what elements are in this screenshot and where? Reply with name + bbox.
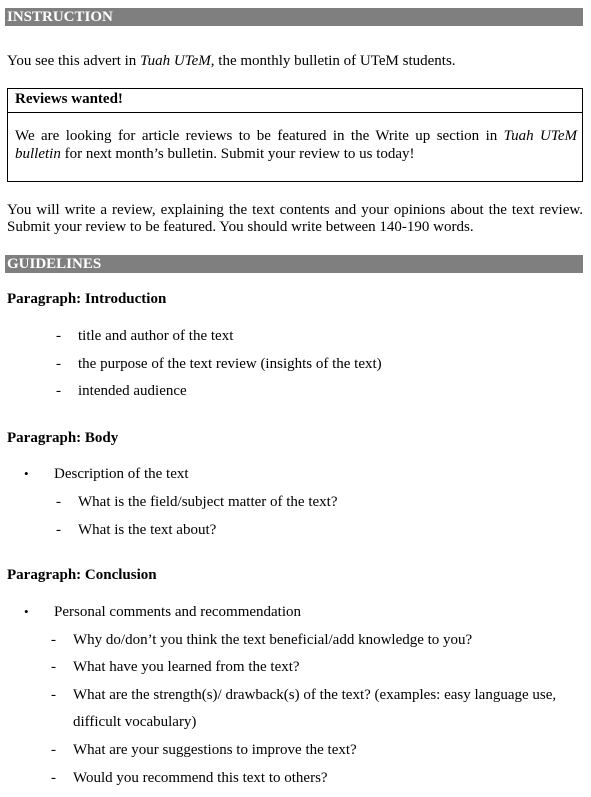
advert-body-end: for next month’s bulletin. Submit your review to us today! (60, 146, 415, 162)
guidelines-header: GUIDELINES (5, 255, 583, 273)
intro-text-end: , the monthly bulletin of UTeM students. (210, 53, 456, 69)
list-item-text: What have you learned from the text? (73, 659, 300, 675)
dash-marker: - (56, 522, 61, 538)
advert-divider (8, 112, 582, 113)
advert-body (15, 127, 577, 163)
list-item-text: What are the strength(s)/ drawback(s) of the text? (examples: easy language use, (73, 687, 557, 703)
list-item-text: the purpose of the text review (insights of the text) (78, 356, 382, 372)
list-item-text: intended audience (78, 383, 187, 399)
conclusion-heading: Paragraph: Conclusion (7, 567, 157, 583)
bullet-item-text: Personal comments and recommendation (54, 604, 302, 620)
list-item-text: Why do/don’t you think the text beneficial/add knowledge to you? (73, 632, 473, 648)
dash-marker: - (56, 328, 61, 344)
bullet-marker: • (24, 466, 29, 481)
dash-marker: - (51, 659, 56, 675)
dash-marker: - (56, 356, 61, 372)
dash-marker: - (51, 742, 56, 758)
task-text: You will write a review, explaining the text contents and your opinions about the text review. Submit your review to be featured. You should write between 140-190 words. (7, 202, 583, 235)
list-item-text: What is the field/subject matter of the text? (78, 494, 338, 510)
dash-marker: - (51, 687, 56, 703)
dash-marker: - (56, 494, 61, 510)
dash-marker: - (51, 632, 56, 648)
body-heading: Paragraph: Body (7, 430, 119, 446)
dash-marker: - (56, 383, 61, 399)
intro-text-start: You see this advert in (7, 53, 141, 69)
dash-marker: - (51, 770, 56, 786)
list-item-text: What are your suggestions to improve the text? (73, 742, 357, 758)
bullet-marker: • (24, 604, 29, 619)
bullet-item-text: Description of the text (54, 466, 189, 482)
list-item-text: title and author of the text (78, 328, 234, 344)
intro-text (7, 53, 456, 70)
advert-title: Reviews wanted! (15, 91, 123, 107)
instruction-header: INSTRUCTION (5, 8, 583, 26)
list-item-text: Would you recommend this text to others? (73, 770, 328, 786)
bulletin-name: Tuah UTeM (140, 53, 211, 69)
advert-body-start: We are looking for article reviews to be featured in the Write up section in (15, 128, 504, 144)
introduction-heading: Paragraph: Introduction (7, 291, 167, 307)
list-item-text: What is the text about? (78, 522, 217, 538)
advert-box (7, 88, 583, 182)
list-item-text: difficult vocabulary) (73, 714, 197, 730)
advert-bulletin-name: Tuah UTeM bulletin (15, 128, 577, 162)
